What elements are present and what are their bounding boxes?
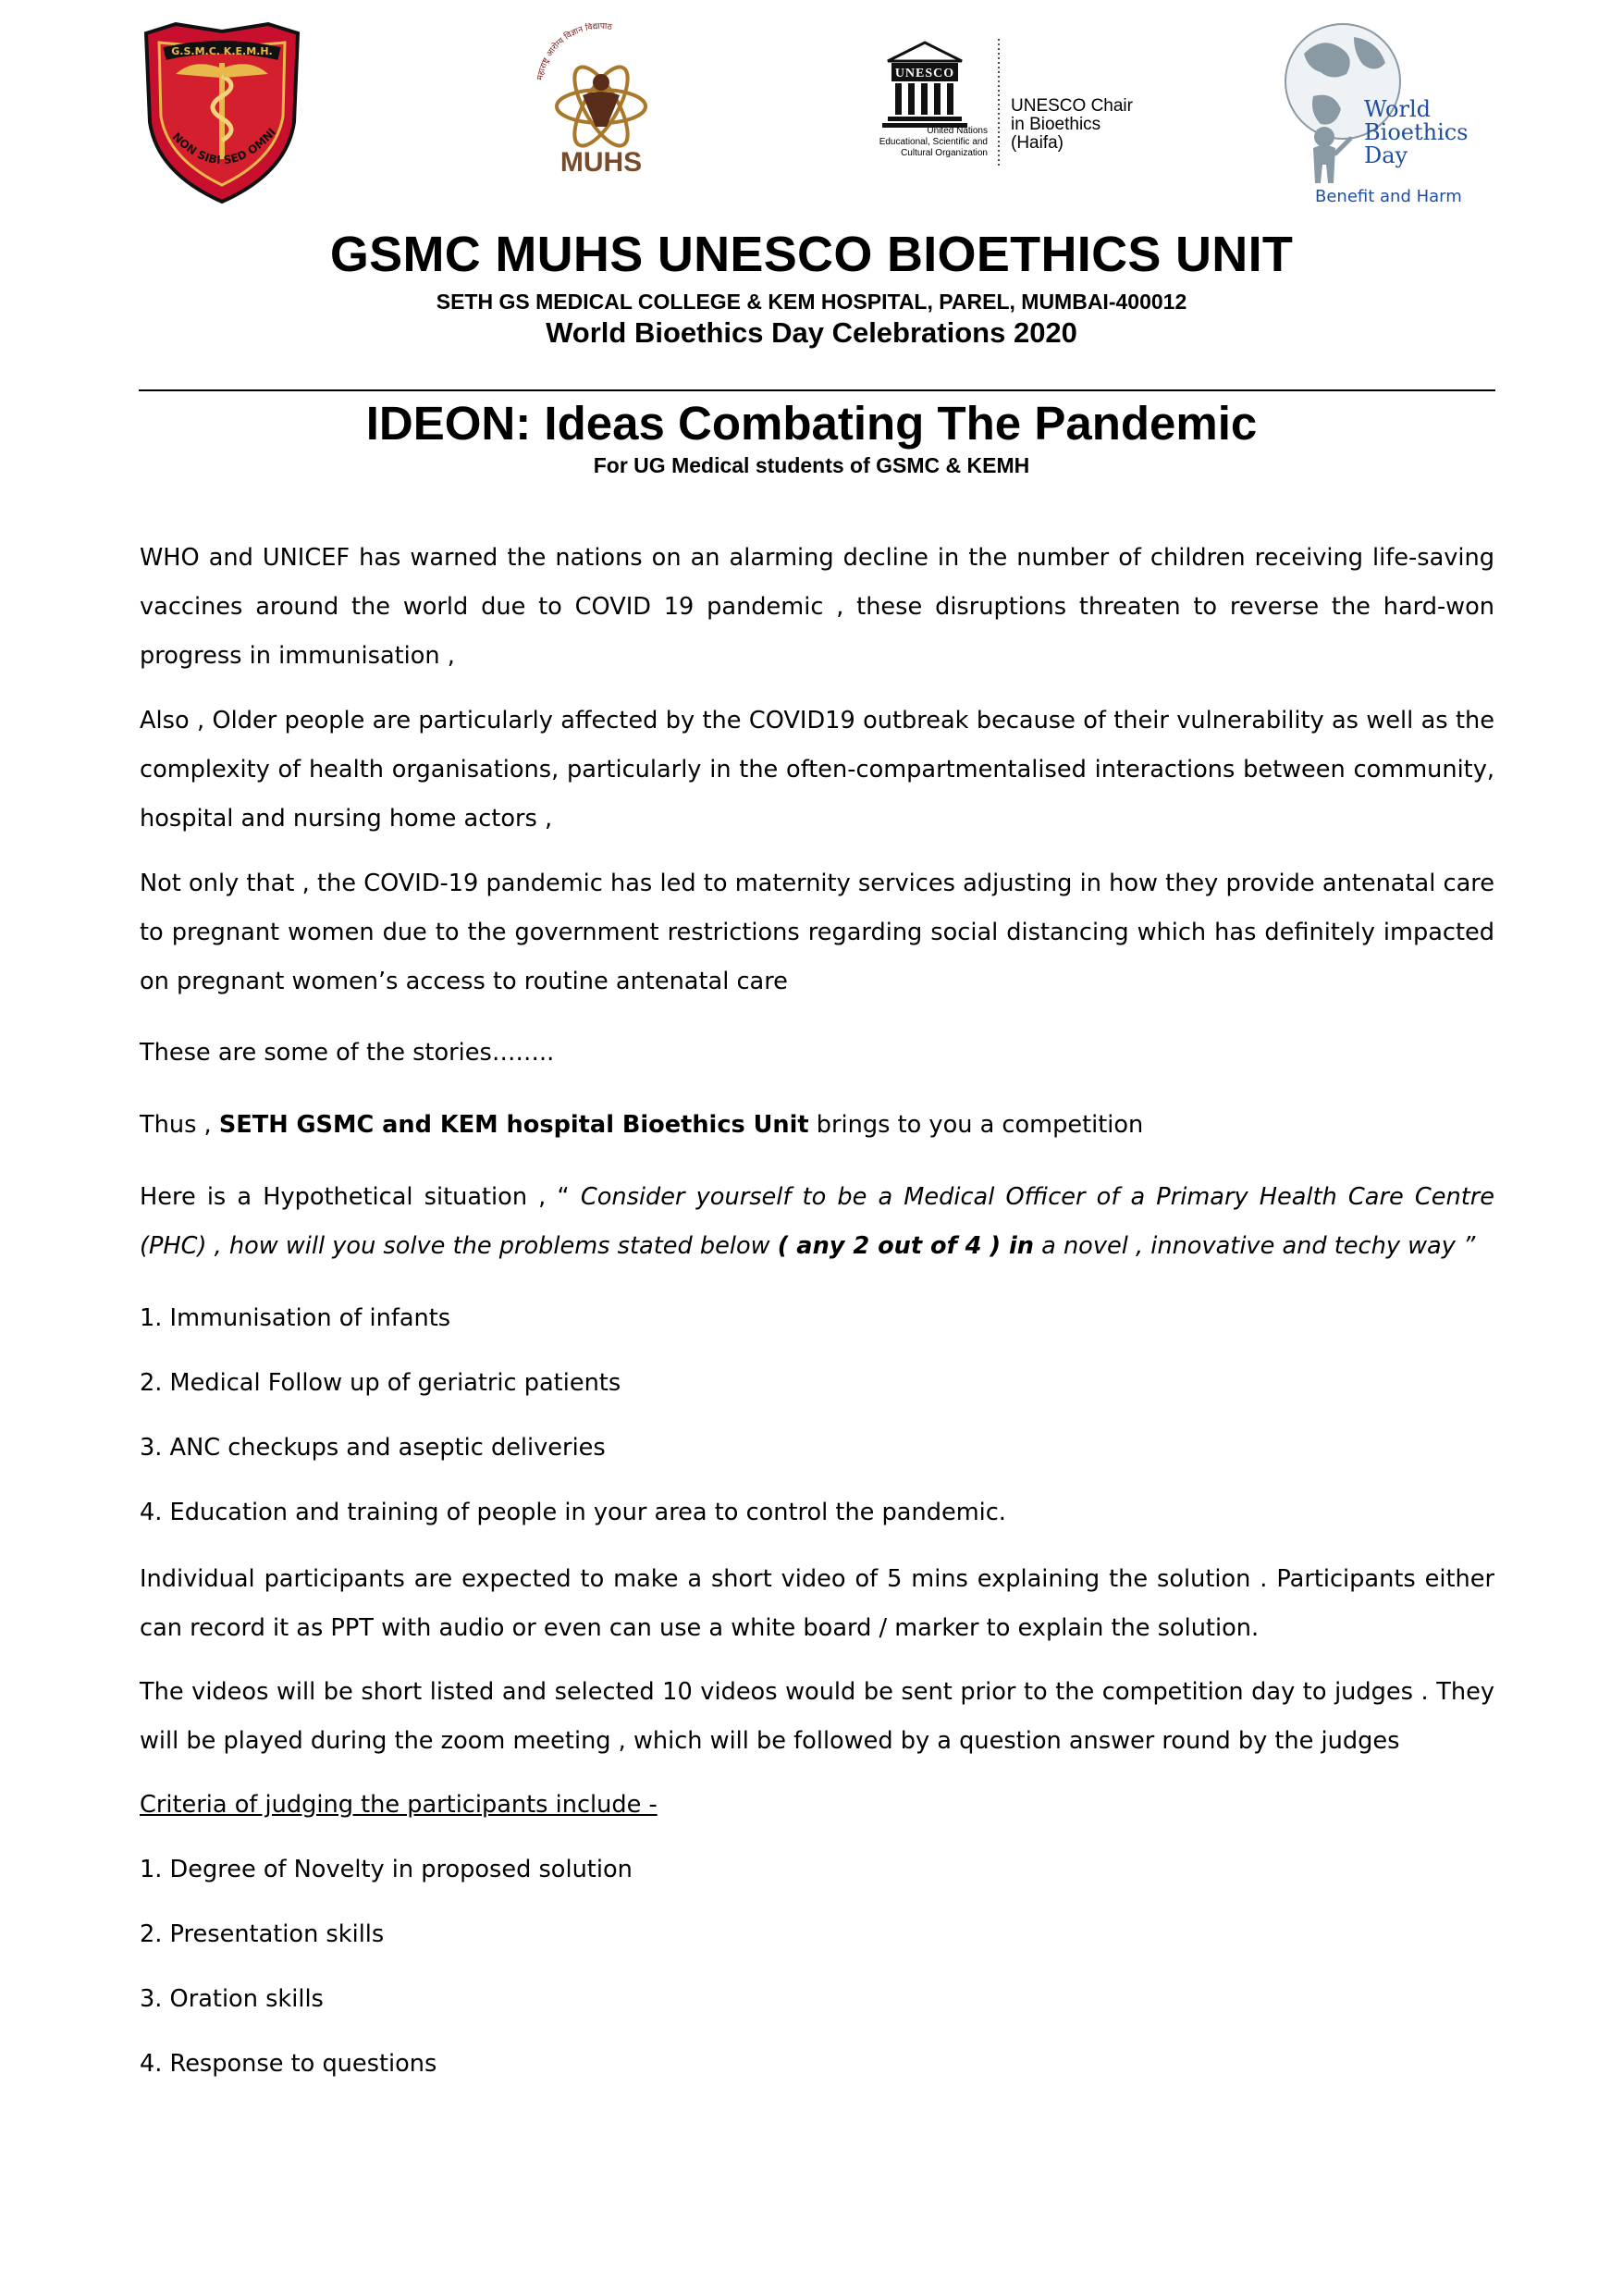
list-item: 4. Response to questions xyxy=(140,2050,437,2078)
muhs-atom-icon xyxy=(527,23,675,185)
globe-child-icon xyxy=(1276,17,1498,216)
unit-address: SETH GS MEDICAL COLLEGE & KEM HOSPITAL, PAREL, MUMBAI-400012 xyxy=(436,290,1187,314)
competition-title: IDEON: Ideas Combating The Pandemic xyxy=(365,397,1258,450)
hypothetical-emphasis: ( any 2 out of 4 ) in xyxy=(777,1232,1034,1260)
intro-suffix: brings to you a competition xyxy=(808,1111,1144,1139)
unesco-org-line2: Educational, Scientific and xyxy=(879,137,988,147)
paragraph-hypothetical xyxy=(140,1173,1494,1271)
hypothetical-ending: a novel , innovative and techy way ” xyxy=(1034,1232,1476,1260)
paragraph-competition-intro xyxy=(140,1101,1494,1150)
paragraph-maternity: Not only that , the COVID-19 pandemic has led to maternity services adjusting in how they provide antenatal care to pregnant women due to the government restrictions regarding social distancing which has definitely impacted on pregnant women’s access to routine antenatal care xyxy=(140,870,1494,995)
muhs-label: MUHS xyxy=(559,147,643,178)
event-title: World Bioethics Day Celebrations 2020 xyxy=(546,316,1077,349)
hypothetical-scenario: Consider yourself to be a Medical Officer of a Primary Health Care Centre (PHC) , how will you solve the problems stated below xyxy=(140,1183,1494,1260)
unesco-chair-line2: in Bioethics xyxy=(1011,115,1101,134)
gsmc-motto: NON SIBI SED OMNI xyxy=(169,125,279,167)
paragraph-vaccination: WHO and UNICEF has warned the nations on an alarming decline in the number of children receiving life-saving vaccines around the world due to COVID 19 pandemic , these disruptions threaten to reverse the hard-won progress in immunisation , xyxy=(140,544,1494,670)
unesco-mark: UNESCO xyxy=(894,67,955,80)
list-item: 3. Oration skills xyxy=(140,1985,324,2013)
list-item: 2. Medical Follow up of geriatric patients xyxy=(140,1369,621,1397)
list-item: 4. Education and training of people in your area to control the pandemic. xyxy=(140,1499,1006,1526)
wbd-line2: Bioethics xyxy=(1364,119,1469,145)
list-item: 1. Degree of Novelty in proposed solution xyxy=(140,1856,633,1883)
paragraph-participation: Individual participants are expected to make a short video of 5 mins explaining the solution . Participants either can record it as PPT with audio or even can use a white board / marker to explain the solution. xyxy=(140,1565,1494,1642)
criteria-heading: Criteria of judging the participants include - xyxy=(140,1791,658,1819)
wbd-tagline: Benefit and Harm xyxy=(1315,187,1462,206)
gsmc-top-text: G.S.M.C. K.E.M.H. xyxy=(171,45,273,57)
unesco-chair-line1: UNESCO Chair xyxy=(1011,96,1133,116)
competition-subtitle: For UG Medical students of GSMC & KEMH xyxy=(593,453,1030,477)
list-item: 1. Immunisation of infants xyxy=(140,1304,451,1332)
intro-organizer: SETH GSMC and KEM hospital Bioethics Unit xyxy=(218,1111,809,1139)
unesco-org-line3: Cultural Organization xyxy=(901,148,988,158)
unesco-chair-logo xyxy=(869,37,1165,171)
hypothetical-prefix: Here is a Hypothetical situation , “ xyxy=(140,1183,581,1211)
world-bioethics-day-logo xyxy=(1276,17,1498,216)
list-item: 2. Presentation skills xyxy=(140,1920,385,1948)
unesco-org-line1: United Nations xyxy=(927,126,988,136)
paragraph-older-people: Also , Older people are particularly affected by the COVID19 outbreak because of their vulnerability as well as the complexity of health organisations, particularly in the often-compartmentalised interactions between community, hospital and nursing home actors , xyxy=(140,707,1494,833)
header-divider xyxy=(139,389,1495,391)
gsmc-kem-crest-logo xyxy=(139,20,305,205)
wbd-line3: Day xyxy=(1364,142,1408,168)
unesco-temple-icon xyxy=(869,37,1165,171)
gsmc-crest-icon xyxy=(139,20,305,205)
intro-prefix: Thus , xyxy=(140,1111,219,1139)
paragraph-judging: The videos will be short listed and selected 10 videos would be sent prior to the competition day to judges . They will be played during the zoom meeting , which will be followed by a question answer round by the judges xyxy=(140,1678,1494,1755)
unit-title: GSMC MUHS UNESCO BIOETHICS UNIT xyxy=(329,227,1294,282)
paragraph-stories: These are some of the stories…….. xyxy=(140,1039,555,1067)
unesco-chair-line3: (Haifa) xyxy=(1011,133,1064,153)
muhs-logo xyxy=(527,23,675,185)
list-item: 3. ANC checkups and aseptic deliveries xyxy=(140,1434,606,1462)
muhs-arc-text: महाराष्ट्र आरोग्य विज्ञान विद्यापीठ xyxy=(535,23,613,81)
wbd-line1: World xyxy=(1364,96,1431,122)
